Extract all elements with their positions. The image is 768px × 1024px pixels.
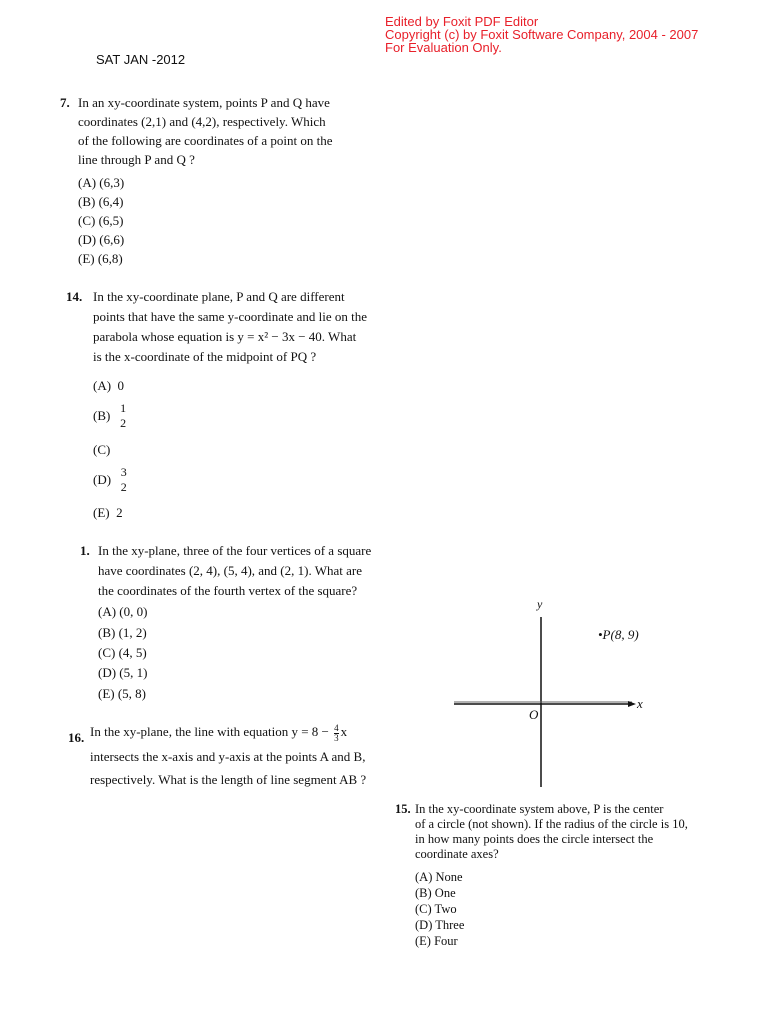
question-text [93,287,393,367]
graph-axes [450,595,670,790]
numerator: 3 [120,465,127,479]
choice-d[interactable]: (D) (5, 1) [98,665,148,680]
choice-b[interactable] [93,401,126,431]
text-line [90,722,390,743]
denominator: 2 [120,480,127,494]
choice-label: (A) [93,378,112,393]
question-text [78,93,368,169]
choice-c[interactable] [93,442,110,458]
question-text [415,802,705,862]
choice-d[interactable]: (D) (6,6) [78,232,125,247]
choice-a[interactable] [93,378,124,394]
choice-e[interactable] [93,505,123,521]
equation-prefix: In the xy-plane, the line with equation y = 8 − [90,724,329,739]
fraction [334,724,339,743]
choice-c[interactable]: (C) (4, 5) [98,645,147,660]
y-axis-label: y [537,597,543,611]
question-number: 14. [66,289,83,304]
text-line: intersects the x-axis and y-axis at the points A and B, [90,748,366,764]
denominator: 2 [120,416,127,430]
text-line: the coordinates of the fourth vertex of the square? [98,583,358,598]
choice-e[interactable]: (E) (6,8) [78,251,123,266]
question-number: 1. [80,543,90,558]
choice-c[interactable]: (C) (6,5) [78,213,124,228]
choice-c[interactable]: (C) Two [415,902,457,916]
choice-d[interactable]: (D) Three [415,918,465,932]
question-number: 16. [68,730,85,745]
question-number: 7. [60,95,70,110]
choice-label: (C) [93,442,111,457]
watermark [385,15,698,54]
text-line: parabola whose equation is y = x² − 3x − 40. What [93,329,357,344]
text-line: in how many points does the circle intersect the [415,832,654,846]
page-header: SAT JAN -2012 [96,52,186,67]
numerator: 4 [334,722,339,733]
origin-label: O [529,707,539,722]
choice-e[interactable]: (E) (5, 8) [98,686,147,701]
text-line: of a circle (not shown). If the radius of the circle is 10, [415,817,688,831]
watermark-line-1: Edited by Foxit PDF Editor [385,14,539,29]
text-line: coordinates (2,1) and (4,2), respectively. Which [78,114,326,129]
choice-a[interactable]: (A) (0, 0) [98,604,148,619]
point-p-label: •P(8, 9) [598,627,639,642]
choice-value: 0 [117,378,125,393]
choice-a[interactable]: (A) (6,3) [78,175,125,190]
text-line: of the following are coordinates of a point on the [78,133,333,148]
choice-b[interactable]: (B) One [415,886,456,900]
denominator: 3 [334,732,339,743]
text-line: is the x-coordinate of the midpoint of PQ ? [93,349,317,364]
text-line: respectively. What is the length of line segment AB ? [90,771,367,787]
choice-label: (D) [93,472,112,487]
watermark-line-2: Copyright (c) by Foxit Software Company, 2004 - 2007 [385,27,699,42]
text-line: In an xy-coordinate system, points P and Q have [78,95,330,110]
coordinate-graph [450,595,670,790]
equation-suffix: x [340,724,348,739]
text-line: points that have the same y-coordinate and lie on the [93,309,367,324]
choice-b[interactable]: (B) (1, 2) [98,625,147,640]
question-text [98,541,398,601]
text-line: line through P and Q ? [78,152,195,167]
choice-value: 2 [116,505,123,520]
text-line: have coordinates (2, 4), (5, 4), and (2, 1). What are [98,563,362,578]
choice-e[interactable]: (E) Four [415,934,458,948]
question-text [90,722,390,789]
choice-label: (B) [93,408,111,423]
choice-d[interactable] [93,465,127,495]
choice-label: (E) [93,505,110,520]
numerator: 1 [120,401,127,415]
text-line: coordinate axes? [415,847,499,861]
fraction [121,465,127,495]
fraction [120,401,126,431]
text-line: In the xy-coordinate system above, P is the center [415,802,664,816]
text-line: In the xy-coordinate plane, P and Q are different [93,289,345,304]
choice-a[interactable]: (A) None [415,870,463,884]
question-number: 15. [395,802,411,816]
watermark-line-3: For Evaluation Only. [385,40,502,55]
x-axis-label: x [637,696,643,711]
choice-b[interactable]: (B) (6,4) [78,194,124,209]
text-line: In the xy-plane, three of the four vertices of a square [98,543,372,558]
